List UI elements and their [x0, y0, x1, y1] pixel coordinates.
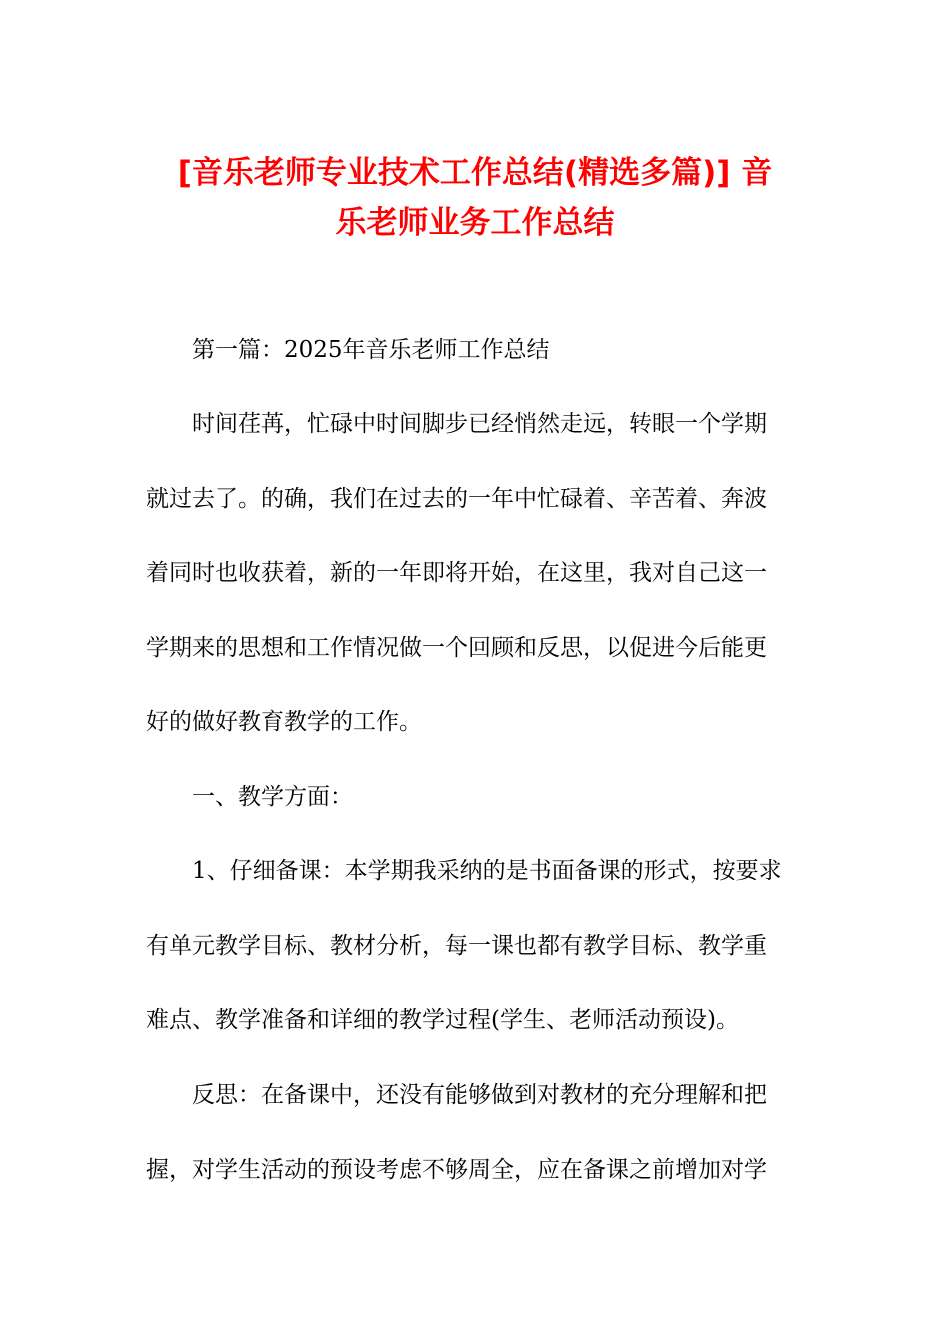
paragraph-line: 难点、教学准备和详细的教学过程(学生、老师活动预设)。: [146, 1007, 739, 1033]
section-heading: [146, 760, 806, 835]
paragraph-intro: [146, 387, 806, 760]
paragraph-line: 学期来的思想和工作情况做一个回顾和反思，以促进今后能更: [146, 634, 767, 661]
paragraph-reflection: [146, 1058, 806, 1207]
title-line-1: [音乐老师专业技术工作总结(精选多篇)] 音: [177, 155, 773, 191]
paragraph-line: 反思：在备课中，还没有能够做到对教材的充分理解和把: [192, 1082, 767, 1108]
document-title: [140, 148, 810, 248]
paragraph-line: 好的做好教育教学的工作。: [146, 709, 422, 735]
paragraph-line: 1、仔细备课：本学期我采纳的是书面备课的形式，按要求: [192, 858, 782, 884]
part-heading: [146, 313, 806, 388]
section-heading-text: 一、教学方面：: [192, 784, 353, 810]
paragraph-line: 握，对学生活动的预设考虑不够周全，应在备课之前增加对学: [146, 1156, 767, 1183]
part-heading-text: 第一篇：2025年音乐老师工作总结: [192, 337, 550, 363]
paragraph-line: 着同时也收获着，新的一年即将开始，在这里，我对自己这一: [146, 560, 767, 586]
paragraph-line: 有单元教学目标、教材分析，每一课也都有教学目标、教学重: [146, 932, 767, 959]
paragraph-line: 就过去了。的确，我们在过去的一年中忙碌着、辛苦着、奔波: [146, 485, 767, 512]
paragraph-line: 时间荏苒，忙碌中时间脚步已经悄然走远，转眼一个学期: [192, 411, 767, 437]
title-line-2: 乐老师业务工作总结: [335, 205, 615, 241]
paragraph-item-1: [146, 834, 806, 1058]
